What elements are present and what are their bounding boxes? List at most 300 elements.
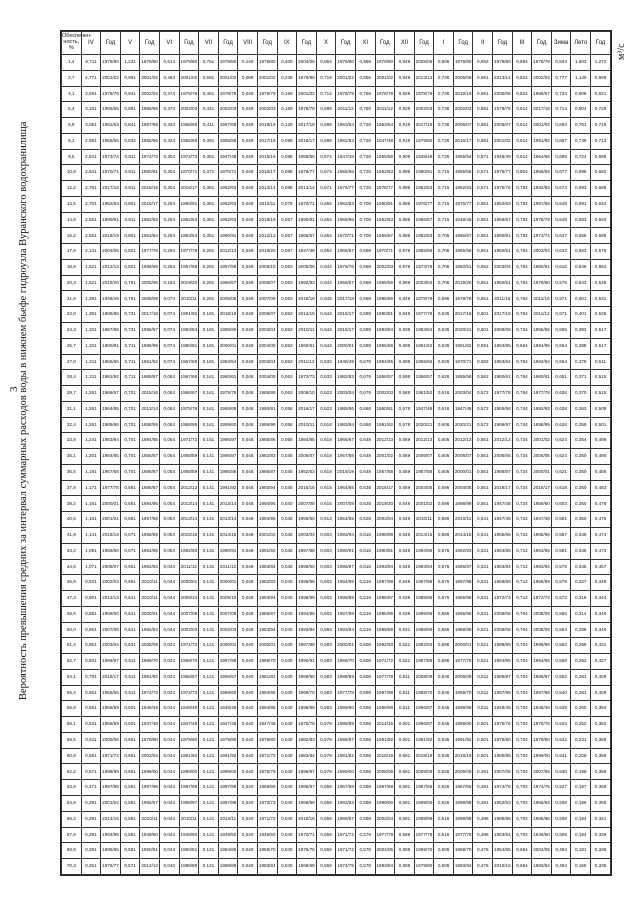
table-cell: 1955/56 bbox=[218, 133, 238, 149]
table-cell: 0,618 bbox=[316, 417, 336, 433]
column-header: IX bbox=[277, 32, 297, 55]
table-cell: 1957/58 bbox=[140, 512, 160, 528]
table-cell: 0,608 bbox=[355, 669, 375, 685]
table-cell: 0,631 bbox=[120, 638, 140, 654]
table-cell: 1971/72 bbox=[257, 811, 277, 827]
table-cell: 0,784 bbox=[512, 275, 532, 291]
table-cell: 0,581 bbox=[551, 543, 571, 559]
table-row bbox=[62, 843, 611, 859]
table-cell: 1955/56 bbox=[453, 165, 473, 181]
table-row bbox=[62, 307, 611, 323]
table-cell: 0,704 bbox=[512, 638, 532, 654]
table-cell: 0,064 bbox=[159, 417, 179, 433]
table-cell: 0,461 bbox=[199, 86, 219, 102]
table-cell: 0,568 bbox=[316, 780, 336, 796]
table-cell: 1988/89 bbox=[336, 717, 356, 733]
table-cell: 0,601 bbox=[473, 323, 493, 339]
table-cell: 0,688 bbox=[355, 323, 375, 339]
table-cell: 0,044 bbox=[159, 843, 179, 859]
table-cell: 0,688 bbox=[316, 133, 336, 149]
table-row bbox=[62, 685, 611, 701]
table-cell: 0,505 bbox=[551, 827, 571, 843]
table-cell: 1967/68 bbox=[453, 780, 473, 796]
table-cell: 54,1 bbox=[62, 669, 82, 685]
table-cell: 2001/02 bbox=[375, 70, 395, 86]
table-cell: 2002/03 bbox=[375, 386, 395, 402]
table-cell: 0,381 bbox=[199, 149, 219, 165]
table-cell: 6,8 bbox=[62, 118, 82, 134]
table-cell: 2003/04 bbox=[336, 386, 356, 402]
table-cell: 1962/63 bbox=[414, 181, 434, 197]
table-cell: 0,618 bbox=[316, 449, 336, 465]
table-row bbox=[62, 228, 611, 244]
table-cell: 0,379 bbox=[571, 354, 591, 370]
table-cell: 0,526 bbox=[434, 795, 454, 811]
table-cell: 2012/13 bbox=[101, 259, 121, 275]
table-cell: 2006/07 bbox=[297, 449, 317, 465]
table-cell: 0,048 bbox=[238, 527, 258, 543]
table-cell: 0,618 bbox=[316, 433, 336, 449]
table-cell: 0,049 bbox=[238, 102, 258, 118]
table-cell: 0,359 bbox=[591, 780, 611, 796]
table-cell: 1975/76 bbox=[179, 401, 199, 417]
table-cell: 0,361 bbox=[199, 212, 219, 228]
table-cell: 1,141 bbox=[81, 527, 101, 543]
table-cell: 0,281 bbox=[571, 669, 591, 685]
table-cell: 0,598 bbox=[355, 685, 375, 701]
table-cell: 0,040 bbox=[277, 795, 297, 811]
table-cell: 0,651 bbox=[551, 370, 571, 386]
table-cell: 1970/71 bbox=[375, 244, 395, 260]
table-cell: 0,531 bbox=[473, 606, 493, 622]
table-cell: 0,048 bbox=[238, 464, 258, 480]
table-cell: 2015/16 bbox=[179, 527, 199, 543]
table-cell: 1991/92 bbox=[414, 732, 434, 748]
table-cell: 0,048 bbox=[277, 464, 297, 480]
table-cell: 1991/92 bbox=[453, 732, 473, 748]
table-cell: 0,350 bbox=[571, 449, 591, 465]
table-cell: 0,714 bbox=[316, 86, 336, 102]
table-cell: 70,3 bbox=[62, 859, 82, 875]
table-row bbox=[62, 244, 611, 260]
table-cell: 0,801 bbox=[120, 196, 140, 212]
table-cell: 1979/80 bbox=[179, 732, 199, 748]
table-cell: 1998/99 bbox=[414, 811, 434, 827]
table-cell: 1979/80 bbox=[493, 55, 513, 71]
table-cell: 1983/84 bbox=[532, 559, 552, 575]
table-cell: 1990/91 bbox=[297, 212, 317, 228]
table-cell: 0,121 bbox=[199, 717, 219, 733]
table-cell: 0,048 bbox=[238, 401, 258, 417]
table-cell: 0,648 bbox=[316, 291, 336, 307]
table-cell: 0,704 bbox=[512, 748, 532, 764]
table-cell: 1999/00 bbox=[218, 764, 238, 780]
table-row bbox=[62, 543, 611, 559]
table-cell: 2003/04 bbox=[140, 748, 160, 764]
table-cell: 1956/57 bbox=[179, 669, 199, 685]
table-cell: 0,719 bbox=[316, 70, 336, 86]
table-cell: 2005/06 bbox=[493, 86, 513, 102]
table-cell: 1949/50 bbox=[532, 827, 552, 843]
table-cell: 2010/11 bbox=[297, 417, 317, 433]
table-cell: 0,291 bbox=[81, 827, 101, 843]
table-cell: 0,861 bbox=[81, 622, 101, 638]
table-cell: 1985/86 bbox=[101, 417, 121, 433]
table-cell: 0,040 bbox=[238, 685, 258, 701]
table-cell: 0,501 bbox=[473, 717, 493, 733]
table-cell: 0,304 bbox=[159, 149, 179, 165]
table-cell: 1979/80 bbox=[414, 859, 434, 875]
table-cell: 0,811 bbox=[120, 212, 140, 228]
table-row bbox=[62, 417, 611, 433]
table-cell: 0,044 bbox=[159, 795, 179, 811]
table-cell: 0,698 bbox=[355, 244, 375, 260]
table-cell: 1990/91 bbox=[414, 165, 434, 181]
table-cell: 1980/81 bbox=[140, 165, 160, 181]
table-cell: 1979/80 bbox=[532, 732, 552, 748]
table-cell: 39,2 bbox=[62, 496, 82, 512]
table-cell: 0,726 bbox=[434, 133, 454, 149]
table-cell: 0,494 bbox=[551, 859, 571, 875]
table-cell: 1948/49 bbox=[493, 149, 513, 165]
table-cell: 1962/63 bbox=[453, 181, 473, 197]
table-cell: 2018/19 bbox=[101, 228, 121, 244]
table-row bbox=[62, 859, 611, 875]
table-cell: 1996/97 bbox=[101, 654, 121, 670]
table-cell: 1976/77 bbox=[101, 859, 121, 875]
table-cell: 2013/14 bbox=[297, 181, 317, 197]
table-cell: 2005/06 bbox=[493, 449, 513, 465]
table-cell: 1968/69 bbox=[218, 401, 238, 417]
table-cell: 0,651 bbox=[473, 291, 493, 307]
table-cell: 1957/58 bbox=[414, 464, 434, 480]
table-cell: 0,889 bbox=[395, 228, 415, 244]
table-cell: 0,048 bbox=[238, 386, 258, 402]
table-cell: 0,063 bbox=[277, 291, 297, 307]
table-cell: 2019/20 bbox=[375, 496, 395, 512]
table-cell: 1990/91 bbox=[375, 543, 395, 559]
table-cell: 0,761 bbox=[571, 118, 591, 134]
table-cell: 0,688 bbox=[316, 118, 336, 134]
table-cell: 0,049 bbox=[238, 275, 258, 291]
table-cell: 1950/51 bbox=[179, 843, 199, 859]
table-cell: 0,531 bbox=[473, 591, 493, 607]
table-cell: 0,141 bbox=[199, 512, 219, 528]
table-cell: 0,409 bbox=[591, 669, 611, 685]
table-cell: 2005/06 bbox=[218, 291, 238, 307]
table-cell: 0,088 bbox=[277, 149, 297, 165]
table-cell: 0,131 bbox=[199, 543, 219, 559]
table-cell: 0,048 bbox=[277, 480, 297, 496]
table-cell: 0,843 bbox=[551, 55, 571, 71]
table-row bbox=[62, 480, 611, 496]
table-cell: 1978/79 bbox=[532, 55, 552, 71]
table-cell: 0,048 bbox=[238, 543, 258, 559]
table-cell: 2014/15 bbox=[218, 527, 238, 543]
table-cell: 0,346 bbox=[571, 543, 591, 559]
table-cell: 0,054 bbox=[159, 512, 179, 528]
table-cell: 0,181 bbox=[199, 354, 219, 370]
table-row bbox=[62, 259, 611, 275]
table-cell: 0,074 bbox=[159, 323, 179, 339]
table-cell: 0,566 bbox=[551, 606, 571, 622]
table-cell: 0,736 bbox=[434, 86, 454, 102]
table-cell: 2007/08 bbox=[257, 291, 277, 307]
table-cell: 0,919 bbox=[395, 118, 415, 134]
table-cell: 0,546 bbox=[434, 717, 454, 733]
table-cell: 2002/03 bbox=[179, 102, 199, 118]
table-cell: 0,601 bbox=[395, 717, 415, 733]
table-cell: 0,194 bbox=[571, 811, 591, 827]
table-cell: 1986/87 bbox=[493, 464, 513, 480]
table-cell: 0,508 bbox=[551, 795, 571, 811]
table-cell: 0,661 bbox=[473, 212, 493, 228]
table-cell: 1989/90 bbox=[297, 669, 317, 685]
table-cell: 1971/72 bbox=[336, 827, 356, 843]
table-cell: 0,908 bbox=[571, 86, 591, 102]
table-cell: 1994/95 bbox=[140, 496, 160, 512]
table-row bbox=[62, 795, 611, 811]
table-cell: 3,051 bbox=[81, 118, 101, 134]
table-cell: 0,641 bbox=[120, 606, 140, 622]
table-cell: 0,128 bbox=[277, 118, 297, 134]
table-cell: 1979/80 bbox=[257, 732, 277, 748]
table-cell: 2016/17 bbox=[336, 307, 356, 323]
table-cell: 0,689 bbox=[316, 102, 336, 118]
table-cell: 0,239 bbox=[277, 70, 297, 86]
table-cell: 1968/69 bbox=[297, 859, 317, 875]
table-cell: 32,4 bbox=[62, 417, 82, 433]
table-cell: 0,508 bbox=[551, 811, 571, 827]
table-cell: 0,371 bbox=[199, 165, 219, 181]
column-header: Зима bbox=[551, 32, 571, 55]
table-cell: 0,648 bbox=[355, 464, 375, 480]
table-cell: 0,711 bbox=[120, 338, 140, 354]
table-cell: 0,078 bbox=[277, 196, 297, 212]
table-row bbox=[62, 811, 611, 827]
table-cell: 0,561 bbox=[473, 449, 493, 465]
table-cell: 0,572 bbox=[473, 401, 493, 417]
table-row bbox=[62, 527, 611, 543]
table-cell: 0,098 bbox=[277, 133, 297, 149]
table-cell: 1991/92 bbox=[218, 748, 238, 764]
table-cell: 0,784 bbox=[512, 212, 532, 228]
table-cell: 0,869 bbox=[395, 275, 415, 291]
table-cell: 2008/09 bbox=[493, 606, 513, 622]
table-cell: 0,568 bbox=[316, 859, 336, 875]
table-cell: 0,049 bbox=[238, 291, 258, 307]
table-cell: 1998/99 bbox=[297, 591, 317, 607]
table-cell: 1967/68 bbox=[375, 780, 395, 796]
table-cell: 1960/61 bbox=[493, 370, 513, 386]
table-cell: 0,044 bbox=[159, 622, 179, 638]
table-cell: 1967/68 bbox=[179, 354, 199, 370]
table-cell: 0,806 bbox=[434, 55, 454, 71]
table-cell: 0,665 bbox=[551, 323, 571, 339]
table-cell: 1991/92 bbox=[375, 417, 395, 433]
table-cell: 0,141 bbox=[199, 496, 219, 512]
table-cell: 0,718 bbox=[591, 118, 611, 134]
table-cell: 1990/91 bbox=[375, 196, 395, 212]
table-cell: 0,576 bbox=[434, 575, 454, 591]
column-header: XI bbox=[355, 32, 375, 55]
table-cell: 0,548 bbox=[591, 275, 611, 291]
table-cell: 0,231 bbox=[571, 732, 591, 748]
table-cell: 0,679 bbox=[395, 417, 415, 433]
table-cell: 1977/78 bbox=[493, 386, 513, 402]
table-cell: 2003/04 bbox=[297, 527, 317, 543]
table-cell: 1969/70 bbox=[297, 685, 317, 701]
table-cell: 1992/93 bbox=[453, 543, 473, 559]
table-cell: 0,040 bbox=[277, 827, 297, 843]
table-cell: 0,541 bbox=[473, 512, 493, 528]
table-cell: 1960/61 bbox=[375, 401, 395, 417]
table-cell: 1996/97 bbox=[336, 559, 356, 575]
table-cell: 0,566 bbox=[434, 606, 454, 622]
probability-table bbox=[60, 30, 612, 876]
table-cell: 1999/00 bbox=[336, 764, 356, 780]
table-cell: 48,6 bbox=[62, 606, 82, 622]
table-cell: 2001/02 bbox=[336, 70, 356, 86]
table-cell: 2014/15 bbox=[297, 307, 317, 323]
table-cell: 0,616 bbox=[434, 386, 454, 402]
table-cell: 0,058 bbox=[277, 433, 297, 449]
table-cell: 1984/85 bbox=[297, 433, 317, 449]
table-cell: 0,571 bbox=[120, 859, 140, 875]
table-cell: 1965/66 bbox=[179, 118, 199, 134]
table-cell: 1992/93 bbox=[375, 638, 395, 654]
table-cell: 1966/67 bbox=[101, 386, 121, 402]
table-cell: 0,539 bbox=[551, 701, 571, 717]
table-cell: 1968/69 bbox=[257, 780, 277, 796]
table-cell: 0,768 bbox=[355, 102, 375, 118]
table-cell: 63,5 bbox=[62, 780, 82, 796]
table-cell: 0,291 bbox=[199, 291, 219, 307]
table-cell: 1994/95 bbox=[493, 654, 513, 670]
table-cell: 1966/67 bbox=[179, 386, 199, 402]
table-cell: 1977/78 bbox=[375, 827, 395, 843]
table-cell: 1964/65 bbox=[336, 480, 356, 496]
table-cell: 0,591 bbox=[120, 732, 140, 748]
table-cell: 1977/78 bbox=[414, 307, 434, 323]
table-cell: 2010/11 bbox=[140, 575, 160, 591]
table-cell: 2000/01 bbox=[453, 638, 473, 654]
table-cell: 1969/70 bbox=[257, 843, 277, 859]
table-cell: 1972/73 bbox=[179, 149, 199, 165]
table-cell: 0,616 bbox=[434, 401, 454, 417]
table-cell: 0,664 bbox=[551, 338, 571, 354]
table-cell: 0,671 bbox=[551, 307, 571, 323]
table-cell: 0,351 bbox=[199, 228, 219, 244]
table-cell: 1963/64 bbox=[336, 118, 356, 134]
table-cell: 0,063 bbox=[277, 307, 297, 323]
table-cell: 1955/56 bbox=[297, 149, 317, 165]
table-cell: 1976/77 bbox=[493, 165, 513, 181]
table-cell: 0,601 bbox=[571, 291, 591, 307]
table-cell: 1997/98 bbox=[336, 606, 356, 622]
table-cell: 0,568 bbox=[316, 811, 336, 827]
table-row bbox=[62, 449, 611, 465]
table-cell: 0,572 bbox=[551, 591, 571, 607]
table-cell: 0,044 bbox=[159, 827, 179, 843]
table-cell: 1957/58 bbox=[218, 259, 238, 275]
table-cell: 1948/49 bbox=[140, 701, 160, 717]
table-row bbox=[62, 370, 611, 386]
table-cell: 2017/18 bbox=[493, 307, 513, 323]
table-cell: 1,261 bbox=[81, 417, 101, 433]
table-cell: 1997/98 bbox=[414, 575, 434, 591]
table-cell: 1986/87 bbox=[257, 464, 277, 480]
table-cell: 2016/17 bbox=[532, 480, 552, 496]
table-cell: 0,409 bbox=[591, 685, 611, 701]
table-cell: 1965/66 bbox=[453, 244, 473, 260]
table-cell: 0,699 bbox=[395, 370, 415, 386]
table-cell: 1971/72 bbox=[336, 843, 356, 859]
table-cell: 0,506 bbox=[434, 843, 454, 859]
table-cell: 0,131 bbox=[199, 591, 219, 607]
table-cell: 0,679 bbox=[355, 386, 375, 402]
table-cell: 0,601 bbox=[473, 307, 493, 323]
table-cell: 1966/67 bbox=[453, 228, 473, 244]
table-cell: 1976/77 bbox=[375, 181, 395, 197]
table-cell: 0,361 bbox=[199, 196, 219, 212]
table-cell: 1977/78 bbox=[336, 685, 356, 701]
table-cell: 0,511 bbox=[591, 354, 611, 370]
table-cell: 0,831 bbox=[81, 654, 101, 670]
table-cell: 1965/66 bbox=[101, 102, 121, 118]
table-cell: 0,661 bbox=[473, 244, 493, 260]
table-cell: 50,0 bbox=[62, 622, 82, 638]
table-cell: 0,623 bbox=[316, 401, 336, 417]
table-cell: 0,645 bbox=[571, 259, 591, 275]
table-cell: 1947/48 bbox=[297, 244, 317, 260]
table-cell: 1972/73 bbox=[140, 685, 160, 701]
table-cell: 0,691 bbox=[473, 102, 493, 118]
table-cell: 1,241 bbox=[81, 433, 101, 449]
table-cell: 0,411 bbox=[199, 118, 219, 134]
table-cell: 0,618 bbox=[355, 575, 375, 591]
table-row bbox=[62, 165, 611, 181]
table-cell: 1999/00 bbox=[414, 795, 434, 811]
table-cell: 0,484 bbox=[159, 70, 179, 86]
table-cell: 0,131 bbox=[199, 622, 219, 638]
table-cell: 0,491 bbox=[473, 780, 493, 796]
table-cell: 0,649 bbox=[395, 512, 415, 528]
table-cell: 0,058 bbox=[277, 401, 297, 417]
table-cell: 0,949 bbox=[395, 55, 415, 71]
table-cell: 0,583 bbox=[316, 669, 336, 685]
table-cell: 0,606 bbox=[434, 433, 454, 449]
table-row bbox=[62, 354, 611, 370]
table-cell: 2,791 bbox=[81, 181, 101, 197]
table-cell: 1982/83 bbox=[532, 181, 552, 197]
table-cell: 2010/11 bbox=[257, 196, 277, 212]
table-cell: 1970/71 bbox=[101, 165, 121, 181]
table-cell: 2017/18 bbox=[257, 133, 277, 149]
table-cell: 1994/95 bbox=[257, 512, 277, 528]
table-cell: 33,8 bbox=[62, 433, 82, 449]
table-cell: 0,694 bbox=[551, 118, 571, 134]
table-cell: 1958/59 bbox=[179, 449, 199, 465]
table-cell: 1974/75 bbox=[336, 859, 356, 875]
table-cell: 0,699 bbox=[591, 149, 611, 165]
table-cell: 2005/06 bbox=[453, 70, 473, 86]
table-cell: 1998/99 bbox=[297, 701, 317, 717]
table-cell: 0,252 bbox=[571, 717, 591, 733]
table-cell: 2001/02 bbox=[532, 118, 552, 134]
table-cell: 1961/62 bbox=[453, 338, 473, 354]
table-cell: 1998/99 bbox=[532, 417, 552, 433]
